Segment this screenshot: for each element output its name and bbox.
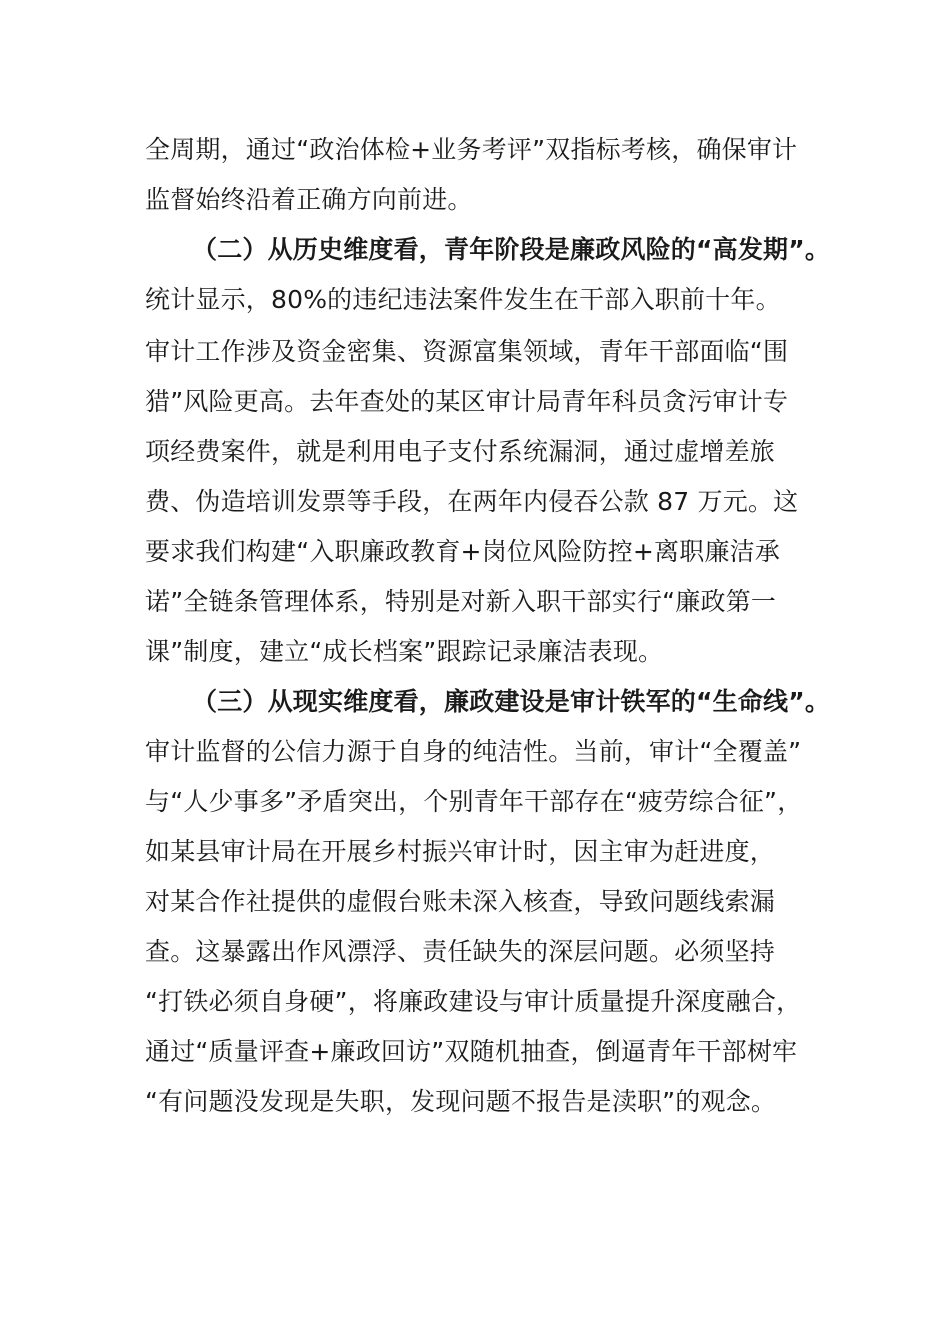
text-line: 与“人少事多”矛盾突出，个别青年干部存在“疲劳综合征”， xyxy=(145,787,803,816)
text-line: 费、伪造培训发票等手段，在两年内侵吞公款 87 万元。这 xyxy=(145,487,799,516)
text-line: 全周期，通过“政治体检+业务考评”双指标考核，确保审计 xyxy=(145,135,798,164)
text-line: 猎”风险更高。去年查处的某区审计局青年科员贪污审计专 xyxy=(145,387,789,416)
text-line: 监督始终沿着正确方向前进。 xyxy=(145,185,473,214)
text-line: 对某合作社提供的虚假台账未深入核查，导致问题线索漏 xyxy=(145,887,776,916)
section-heading: （三）从现实维度看，廉政建设是审计铁军的“生命线”。 xyxy=(192,687,831,716)
text-line: 诺”全链条管理体系，特别是对新入职干部实行“廉政第一 xyxy=(145,587,777,616)
text-line: 统计显示，80%的违纪违法案件发生在干部入职前十年。 xyxy=(145,285,781,314)
text-line: 如某县审计局在开展乡村振兴审计时，因主审为赶进度， xyxy=(145,837,776,866)
text-line: 审计监督的公信力源于自身的纯洁性。当前，审计“全覆盖” xyxy=(145,737,802,766)
text-line: 审计工作涉及资金密集、资源富集领域，青年干部面临“围 xyxy=(145,337,789,366)
text-line: 通过“质量评查+廉政回访”双随机抽查，倒逼青年干部树牢 xyxy=(145,1037,798,1066)
section-heading: （二）从历史维度看，青年阶段是廉政风险的“高发期”。 xyxy=(192,235,831,264)
text-line: 课”制度，建立“成长档案”跟踪记录廉洁表现。 xyxy=(145,637,664,666)
text-line: “打铁必须自身硬”，将廉政建设与审计质量提升深度融合， xyxy=(145,987,802,1016)
text-line: 查。这暴露出作风漂浮、责任缺失的深层问题。必须坚持 xyxy=(145,937,776,966)
text-line: 要求我们构建“入职廉政教育+岗位风险防控+离职廉洁承 xyxy=(145,537,781,566)
text-line: 项经费案件，就是利用电子支付系统漏洞，通过虚增差旅 xyxy=(145,437,776,466)
text-line: “有问题没发现是失职，发现问题不报告是渎职”的观念。 xyxy=(145,1087,777,1116)
